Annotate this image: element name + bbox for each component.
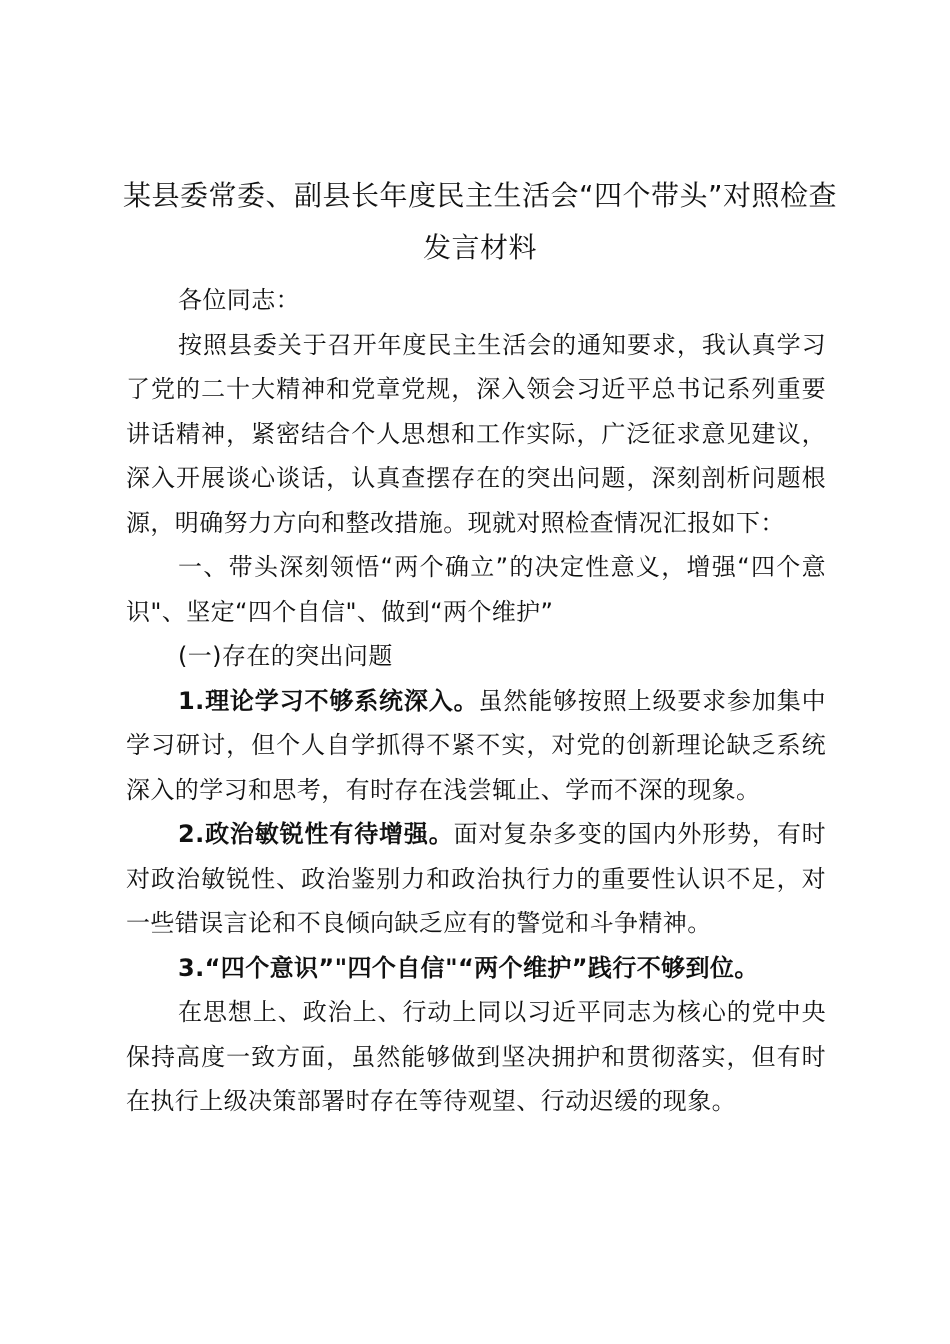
subsection-heading: (一)存在的突出问题 bbox=[178, 642, 393, 670]
problem-item-3-lead: 3.“四个意识”"四个自信"“两个维护”践行不够到位。 bbox=[178, 953, 759, 982]
problem-item-3 bbox=[126, 946, 826, 991]
intro-paragraph: 按照县委关于召开年度民主生活会的通知要求，我认真学习了党的二十大精神和党章党规，深入领会习近平总书记系列重要讲话精神，紧密结合个人思想和工作实际，广泛征求意见建议，深入开展谈心谈话，认真查摆存在的突出问题，深刻剖析问题根源，明确努力方向和整改措施。现就对照检查情况汇报如下： bbox=[126, 330, 826, 537]
problem-item-1-lead: 1.理论学习不够系统深入。 bbox=[178, 686, 479, 715]
document-title: 某县委常委、副县长年度民主生活会“四个带头”对照检查发言材料 bbox=[122, 179, 837, 264]
problem-item-2-lead: 2.政治敏锐性有待增强。 bbox=[178, 820, 454, 848]
document-body bbox=[126, 278, 826, 1124]
problem-item-2-text: 面对复杂多变的国内外形势，有时对政治敏锐性、政治鉴别力和政治执行力的重要性认识不足，对一些错误言论和不良倾向缺乏应有的警觉和斗争精神。 bbox=[126, 820, 826, 937]
salutation: 各位同志： bbox=[178, 286, 300, 314]
problem-item-3-paragraph: 在思想上、政治上、行动上同以习近平同志为核心的党中央保持高度一致方面，虽然能够做到坚决拥护和贯彻落实，但有时在执行上级决策部署时存在等待观望、行动迟缓的现象。 bbox=[126, 998, 826, 1115]
problem-item-1 bbox=[126, 679, 826, 813]
problem-item-2 bbox=[126, 812, 826, 946]
problem-item-1-text: 虽然能够按照上级要求参加集中学习研讨，但个人自学抓得不紧不实，对党的创新理论缺乏系统深入的学习和思考，有时存在浅尝辄止、学而不深的现象。 bbox=[126, 686, 826, 804]
section-heading: 一、带头深刻领悟“两个确立”的决定性意义，增强“四个意识"、坚定“四个自信"、做到“两个维护” bbox=[126, 553, 826, 626]
